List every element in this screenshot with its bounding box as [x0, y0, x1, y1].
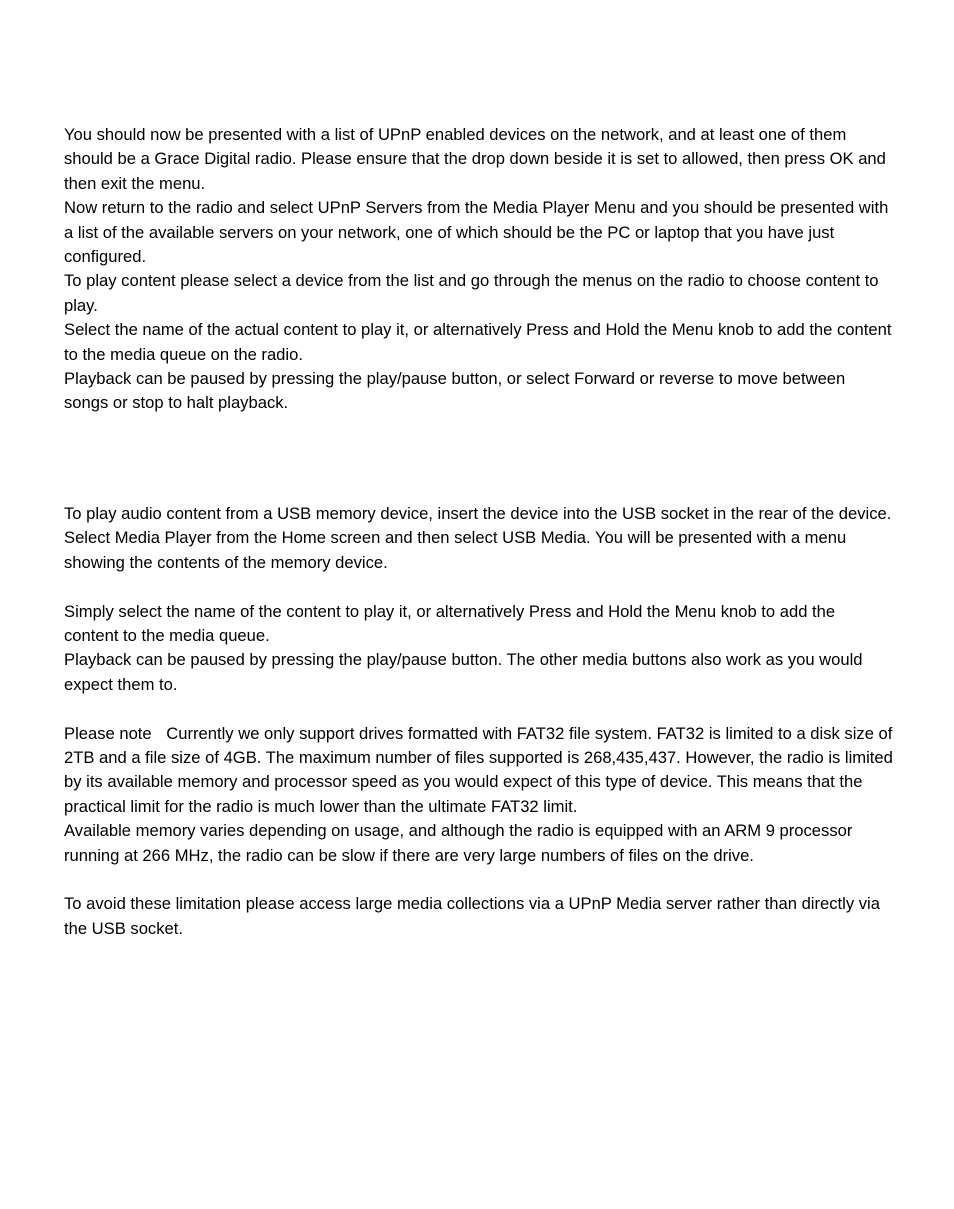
usb-paragraph-note: [64, 722, 894, 820]
usb-paragraph-memory: Available memory varies depending on usage, and although the radio is equipped with an ARM 9 processor running at 266 MHz, the radio can be slow if there are very large numbers of files on the drive.: [64, 821, 853, 865]
usb-paragraph-playback: Playback can be paused by pressing the play/pause button. The other media buttons also work as you would expect them to.: [64, 650, 863, 694]
paragraph-gap: [64, 868, 894, 892]
upnp-paragraph-devices-list: You should now be presented with a list of UPnP enabled devices on the network, and at least one of them should be a Grace Digital radio. Please ensure that the drop down beside it is set to allowed, then press OK and then exit the menu.: [64, 125, 886, 193]
upnp-section: [64, 123, 894, 416]
note-label: Please note: [64, 723, 152, 743]
usb-paragraph-avoid: To avoid these limitation please access large media collections via a UPnP Media server rather than directly via the USB socket.: [64, 894, 880, 938]
note-text: Currently we only support drives formatted with FAT32 file system. FAT32 is limited to a disk size of 2TB and a file size of 4GB. The maximum number of files supported is 268,435,437. However, the radio is limited by its available memory and processor speed as you would expect of this type of device. This means that the practical limit for the radio is much lower than the ultimate FAT32 limit.: [64, 723, 893, 816]
upnp-paragraph-play-content: To play content please select a device from the list and go through the menus on the radio to choose content to play.: [64, 271, 879, 315]
upnp-paragraph-select-name: Select the name of the actual content to play it, or alternatively Press and Hold the Menu knob to add the content to the media queue on the radio.: [64, 320, 892, 364]
paragraph-gap: [64, 697, 894, 721]
upnp-paragraph-select-servers: Now return to the radio and select UPnP Servers from the Media Player Menu and you should be presented with a list of the available servers on your network, one of which should be the PC or laptop that you have just configured.: [64, 198, 889, 267]
usb-paragraph-intro: To play audio content from a USB memory device, insert the device into the USB socket in the rear of the device. Select Media Player from the Home screen and then select USB Media. You will be presented with a menu showing the contents of the memory device.: [64, 504, 892, 572]
usb-section: [64, 502, 894, 941]
upnp-paragraph-playback: Playback can be paused by pressing the play/pause button, or select Forward or reverse to move between songs or stop to halt playback.: [64, 369, 846, 413]
paragraph-gap: [64, 575, 894, 599]
usb-paragraph-select-content: Simply select the name of the content to play it, or alternatively Press and Hold the Menu knob to add the content to the media queue.: [64, 601, 836, 646]
